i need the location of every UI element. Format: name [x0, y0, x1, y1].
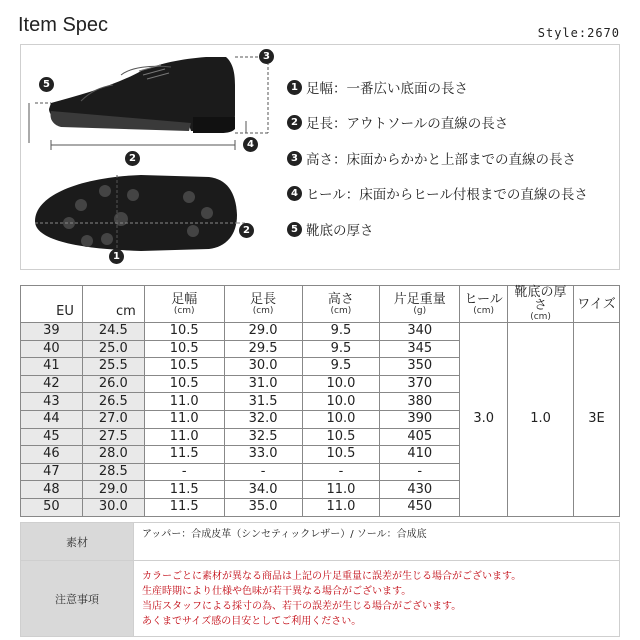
table-cell: 345 [380, 340, 460, 358]
table-cell: 41 [21, 358, 83, 376]
table-cell: 28.0 [82, 446, 144, 464]
header-height: 高さ (cm) [302, 286, 380, 323]
desc-2: 2 足長：アウトソールの直線の長さ [287, 112, 508, 132]
table-cell: 27.0 [82, 410, 144, 428]
table-cell: 380 [380, 393, 460, 411]
table-cell: 30.0 [82, 498, 144, 516]
header-size-cm: SIZE cm [82, 286, 144, 323]
table-cell: 430 [380, 481, 460, 499]
marker-4: 4 [243, 137, 258, 152]
marker-5: 5 [39, 77, 54, 92]
table-cell: 11.0 [302, 498, 380, 516]
marker-2-sole: 2 [239, 223, 254, 238]
table-cell: 33.0 [224, 446, 302, 464]
table-cell: 46 [21, 446, 83, 464]
header-size-eu: SIZE EU [21, 286, 83, 323]
table-cell: 9.5 [302, 340, 380, 358]
marker-3: 3 [259, 49, 274, 64]
table-cell: 35.0 [224, 498, 302, 516]
width-value: 3E [574, 323, 620, 517]
table-cell: 29.5 [224, 340, 302, 358]
desc-3: 3 高さ：床面からかかと上部までの直線の長さ [287, 148, 576, 168]
table-cell: 11.0 [144, 393, 224, 411]
notes-table [20, 522, 620, 637]
table-cell: 39 [21, 323, 83, 341]
table-cell: - [144, 463, 224, 481]
table-cell: - [302, 463, 380, 481]
table-cell: 25.5 [82, 358, 144, 376]
table-cell: 10.5 [302, 428, 380, 446]
table-cell: 26.5 [82, 393, 144, 411]
table-cell: 50 [21, 498, 83, 516]
table-cell: 27.5 [82, 428, 144, 446]
table-cell: 10.0 [302, 410, 380, 428]
table-cell: 10.5 [144, 323, 224, 341]
table-cell: 40 [21, 340, 83, 358]
caution-line: 当店スタッフによる採寸の為、若干の誤差が生じる場合がございます。 [142, 600, 462, 612]
table-cell: 31.5 [224, 393, 302, 411]
table-cell: - [380, 463, 460, 481]
table-cell: 11.0 [144, 410, 224, 428]
table-cell: 10.5 [144, 358, 224, 376]
table-cell: 410 [380, 446, 460, 464]
table-cell: 29.0 [82, 481, 144, 499]
marker-2-side: 2 [125, 151, 140, 166]
caution-line: 生産時期により仕様や色味が若干異なる場合がございます。 [142, 585, 412, 597]
desc-4: 4 ヒール：床面からヒール付根までの直線の長さ [287, 183, 588, 203]
table-cell: 48 [21, 481, 83, 499]
caution-line: あくまでサイズ感の目安としてご利用ください。 [142, 615, 362, 627]
table-cell: 24.5 [82, 323, 144, 341]
table-cell: 11.0 [302, 481, 380, 499]
caution-label: 注意事項 [21, 561, 134, 637]
material-text: アッパー：合成皮革（シンセティックレザー）/ ソール：合成底 [134, 523, 620, 561]
size-table [20, 285, 620, 517]
desc-5: 5 靴底の厚さ [287, 219, 374, 239]
table-cell: 10.5 [144, 375, 224, 393]
table-cell: 30.0 [224, 358, 302, 376]
marker-1: 1 [109, 249, 124, 264]
table-cell: 10.5 [144, 340, 224, 358]
shoe-side-illustration [49, 57, 235, 133]
table-cell: - [224, 463, 302, 481]
style-code: Style:2670 [537, 26, 620, 40]
table-cell: 11.5 [144, 446, 224, 464]
header-width: ワイズ [574, 286, 620, 323]
table-cell: 340 [380, 323, 460, 341]
table-cell: 9.5 [302, 323, 380, 341]
table-cell: 31.0 [224, 375, 302, 393]
header-sole: 靴底の厚さ (cm) [508, 286, 574, 323]
table-cell: 32.5 [224, 428, 302, 446]
table-cell: 11.5 [144, 498, 224, 516]
header-heel: ヒール (cm) [460, 286, 508, 323]
table-cell: 29.0 [224, 323, 302, 341]
caution-text [134, 561, 620, 637]
table-cell: 10.5 [302, 446, 380, 464]
table-cell: 25.0 [82, 340, 144, 358]
header-foot-length: 足長 (cm) [224, 286, 302, 323]
table-cell: 43 [21, 393, 83, 411]
size-table-body [21, 323, 620, 517]
table-cell: 10.0 [302, 375, 380, 393]
table-cell: 405 [380, 428, 460, 446]
table-cell: 28.5 [82, 463, 144, 481]
table-cell: 11.0 [144, 428, 224, 446]
table-cell: 42 [21, 375, 83, 393]
table-cell: 45 [21, 428, 83, 446]
table-cell: 390 [380, 410, 460, 428]
table-cell: 450 [380, 498, 460, 516]
page-title: Item Spec [18, 14, 109, 36]
table-cell: 370 [380, 375, 460, 393]
header-foot-width: 足幅 (cm) [144, 286, 224, 323]
heel-value: 3.0 [460, 323, 508, 517]
sole-value: 1.0 [508, 323, 574, 517]
diagram-panel [20, 44, 620, 270]
desc-1: 1 足幅：一番広い底面の長さ [287, 77, 468, 97]
header-weight: 片足重量 (g) [380, 286, 460, 323]
table-cell: 9.5 [302, 358, 380, 376]
caution-line: カラーごとに素材が異なる商品は上記の片足重量に誤差が生じる場合がございます。 [142, 570, 522, 582]
table-cell: 26.0 [82, 375, 144, 393]
table-cell: 47 [21, 463, 83, 481]
table-cell: 34.0 [224, 481, 302, 499]
table-cell: 10.0 [302, 393, 380, 411]
table-cell: 350 [380, 358, 460, 376]
table-cell: 44 [21, 410, 83, 428]
shoe-sole-illustration [35, 175, 237, 251]
table-cell: 11.5 [144, 481, 224, 499]
material-label: 素材 [21, 523, 134, 561]
table-cell: 32.0 [224, 410, 302, 428]
table-row [21, 323, 620, 341]
